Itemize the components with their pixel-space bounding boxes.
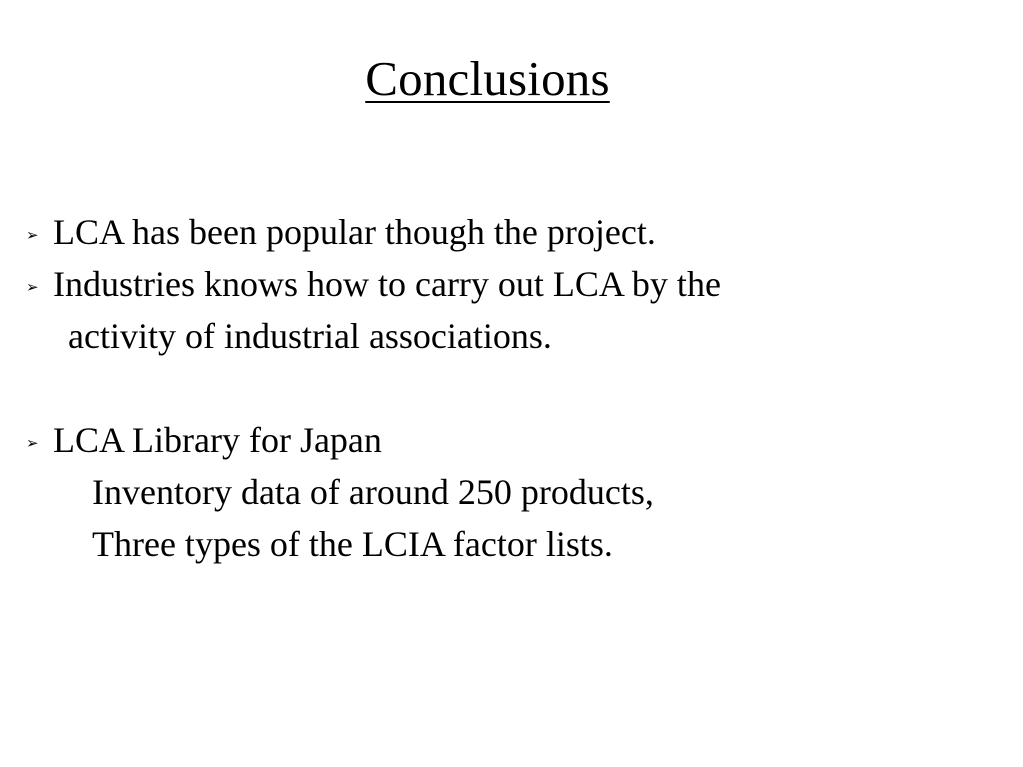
sub-item-2-text: Three types of the LCIA factor lists. <box>92 524 613 564</box>
bullet-point-2-text: Industries knows how to carry out LCA by the <box>53 264 721 304</box>
bullet-point-2-continuation <box>26 310 1006 362</box>
sub-item-1 <box>26 466 1006 518</box>
bullet-point-3 <box>26 414 1006 466</box>
bullet-point-3-text: LCA Library for Japan <box>53 420 382 460</box>
sub-item-2 <box>26 518 1006 570</box>
bullet-point-1 <box>26 206 1006 258</box>
bullet-point-1-text: LCA has been popular though the project. <box>53 212 656 252</box>
bullet-point-2 <box>26 258 1006 310</box>
arrowhead-bullet-icon: ➢ <box>26 434 39 452</box>
bullet-point-2-continuation-text: activity of industrial associations. <box>68 316 552 356</box>
slide-title <box>0 52 1023 106</box>
arrowhead-bullet-icon: ➢ <box>26 226 39 244</box>
arrowhead-bullet-icon: ➢ <box>26 278 39 296</box>
spacer <box>26 362 1006 414</box>
sub-item-1-text: Inventory data of around 250 products, <box>92 472 654 512</box>
bullet-list <box>26 206 1006 570</box>
slide-title-text: Conclusions <box>365 51 610 106</box>
